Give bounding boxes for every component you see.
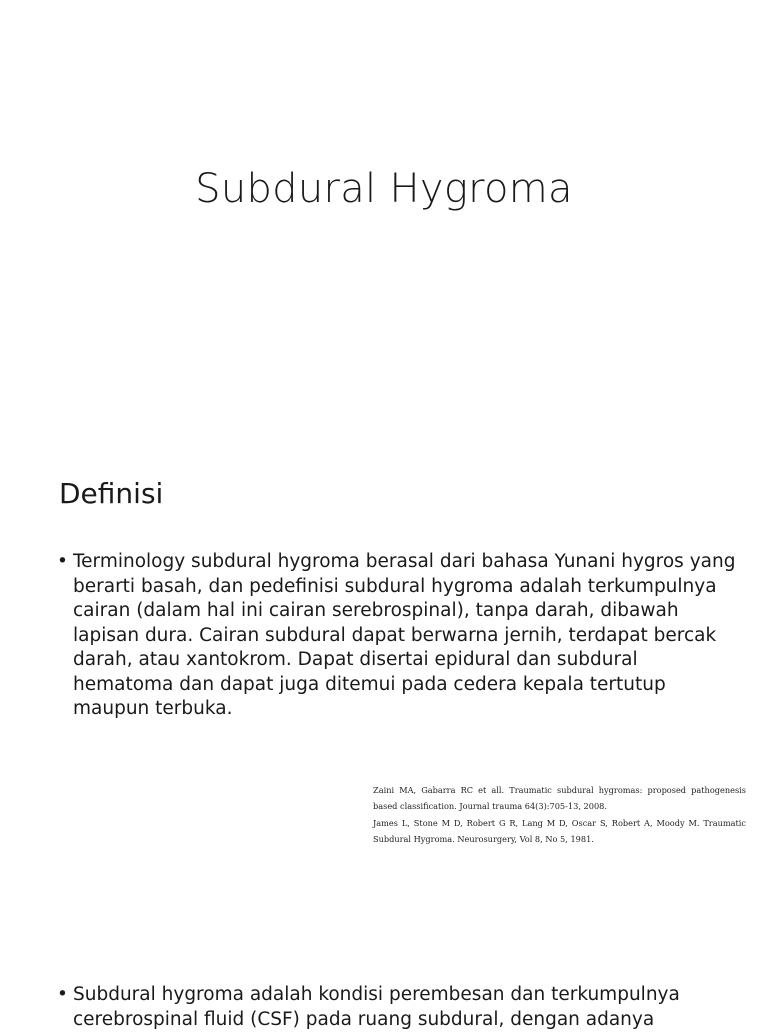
bullet-item-condition <box>57 983 737 1032</box>
bullet-dot: • <box>57 984 68 1005</box>
bullet-text: Terminology subdural hygroma berasal dari bahasa Yunani hygros yang berarti basah, dan pedefinisi subdural hygroma adalah terkumpulnya cairan (dalam hal ini cairan serebrospinal), tanpa darah, dibawah lapisan dura. Cairan subdural dapat berwarna jernih, terdapat bercak darah, atau xantokrom. Dapat disertai epidural dan subdural hematoma dan dapat juga ditemui pada cedera kepala tertutup maupun terbuka. <box>73 551 736 719</box>
section-heading: Definisi <box>59 477 164 510</box>
bullet-dot: • <box>57 551 68 572</box>
reference-list <box>373 782 746 847</box>
reference-item: James L, Stone M D, Robert G R, Lang M D, Oscar S, Robert A, Moody M. Traumatic Subdural Hygroma. Neurosurgery, Vol 8, No 5, 1981. <box>373 817 746 844</box>
slide-title: Subdural Hygroma <box>195 166 573 212</box>
bullet-item-definition <box>57 550 737 722</box>
bullet-text: Subdural hygroma adalah kondisi perembesan dan terkumpulnya cerebrospinal fluid (CSF) pada ruang subdural, dengan adanya <box>73 984 680 1030</box>
reference-item: Zaini MA, Gabarra RC et all. Traumatic subdural hygromas: proposed pathogenesis based classification. Journal trauma 64(3):705-13, 2008. <box>373 785 746 812</box>
